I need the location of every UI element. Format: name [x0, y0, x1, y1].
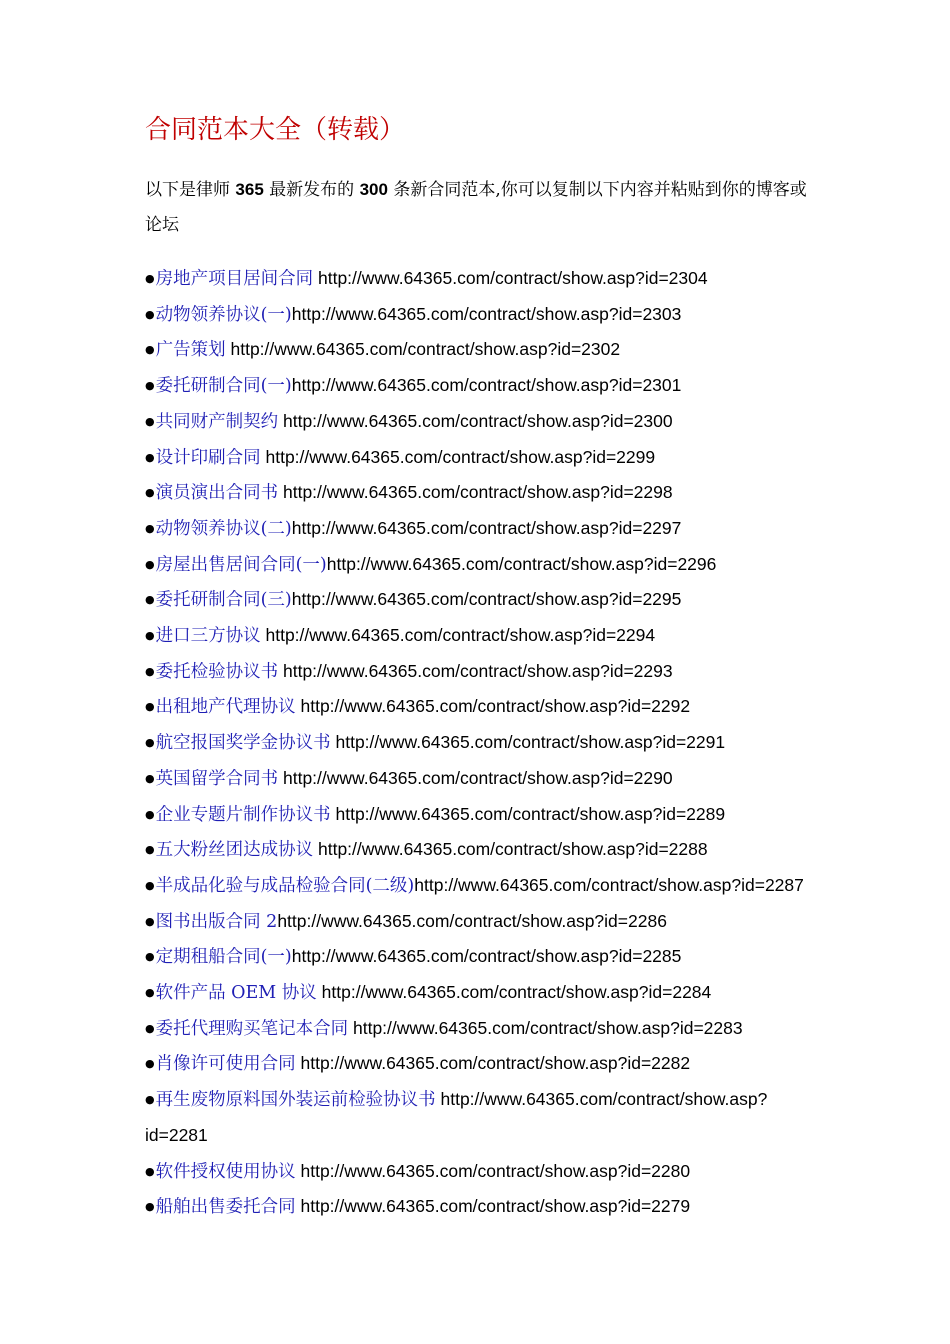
contract-list-item — [145, 832, 825, 868]
contract-url[interactable]: http://www.64365.com/contract/show.asp?id=2292 — [300, 696, 691, 717]
contract-list-item — [145, 368, 825, 404]
contract-list-item — [145, 761, 825, 797]
contract-list-item — [145, 1046, 825, 1082]
contract-url[interactable]: http://www.64365.com/contract/show.asp?id=2282 — [300, 1053, 691, 1074]
bullet-icon: ● — [145, 379, 155, 393]
bullet-icon: ● — [145, 664, 155, 678]
contract-name-link[interactable]: 动物领养协议(二) — [155, 518, 292, 539]
intro-text-1: 以下是律师 — [145, 180, 236, 200]
document-page — [145, 110, 825, 1225]
bullet-icon: ● — [145, 807, 155, 821]
bullet-icon: ● — [145, 878, 155, 892]
contract-url[interactable]: http://www.64365.com/contract/show.asp?id=2299 — [265, 446, 656, 467]
contract-name-link[interactable]: 广告策划 — [155, 340, 226, 361]
contract-list-item — [145, 404, 825, 440]
bullet-icon: ● — [145, 771, 155, 785]
contract-name-link[interactable]: 英国留学合同书 — [155, 768, 279, 789]
contract-name-link[interactable]: 再生废物原料国外装运前检验协议书 — [155, 1090, 436, 1111]
contract-url[interactable]: http://www.64365.com/contract/show.asp?id=2298 — [282, 482, 673, 503]
intro-text-2: 最新发布的 — [263, 180, 360, 200]
contract-list-item — [145, 582, 825, 618]
bullet-icon: ● — [145, 1057, 155, 1071]
contract-list-item — [145, 797, 825, 833]
contract-name-link[interactable]: 船舶出售委托合同 — [155, 1197, 296, 1218]
bullet-icon: ● — [145, 700, 155, 714]
contract-url[interactable]: http://www.64365.com/contract/show.asp?id=2279 — [300, 1196, 691, 1217]
page-title: 合同范本大全（转载） — [145, 115, 406, 145]
contract-url[interactable]: http://www.64365.com/contract/show.asp?id=2295 — [291, 589, 682, 610]
contract-url[interactable]: http://www.64365.com/contract/show.asp?id=2304 — [317, 268, 708, 288]
bullet-icon: ● — [145, 450, 155, 464]
contract-name-link[interactable]: 进口三方协议 — [155, 626, 261, 647]
contract-url[interactable]: http://www.64365.com/contract/show.asp?id=2296 — [326, 553, 717, 574]
contract-list-item — [145, 904, 825, 940]
contract-name-link[interactable]: 委托研制合同(一) — [155, 376, 292, 397]
contract-list-item — [145, 1189, 825, 1225]
bullet-icon: ● — [145, 986, 155, 1000]
bullet-icon: ● — [145, 914, 155, 928]
bullet-icon: ● — [145, 521, 155, 535]
contract-name-link[interactable]: 出租地产代理协议 — [155, 697, 296, 718]
contract-url[interactable]: http://www.64365.com/contract/show.asp?id=2291 — [335, 732, 726, 753]
bullet-icon: ● — [145, 1164, 155, 1178]
contract-url[interactable]: http://www.64365.com/contract/show.asp?id=2280 — [300, 1160, 691, 1181]
contract-name-link[interactable]: 演员演出合同书 — [155, 483, 279, 504]
contract-url[interactable]: http://www.64365.com/contract/show.asp?id=2294 — [265, 625, 656, 646]
intro-number-300: 300 — [359, 180, 388, 199]
contract-list-item — [145, 975, 825, 1011]
contract-list-item — [145, 1011, 825, 1047]
contract-name-link[interactable]: 企业专题片制作协议书 — [155, 804, 331, 825]
contract-name-link[interactable]: 设计印刷合同 — [155, 447, 261, 468]
intro-paragraph — [145, 172, 817, 243]
bullet-icon: ● — [145, 843, 155, 857]
contract-list-item — [145, 939, 825, 975]
contract-list-item — [145, 547, 825, 583]
contract-url[interactable]: http://www.64365.com/contract/show.asp?id=2300 — [282, 410, 673, 431]
contract-list-item — [145, 618, 825, 654]
contract-name-link[interactable]: 软件授权使用协议 — [155, 1161, 296, 1182]
contract-name-link[interactable]: 肖像许可使用合同 — [155, 1054, 296, 1075]
contract-list-item — [145, 1154, 825, 1190]
bullet-icon: ● — [145, 1093, 155, 1107]
contract-list-item — [145, 297, 825, 333]
bullet-icon: ● — [145, 343, 155, 357]
bullet-icon: ● — [145, 414, 155, 428]
contract-list-item — [145, 332, 825, 368]
contract-url[interactable]: http://www.64365.com/contract/show.asp?id=2293 — [282, 660, 673, 681]
contract-list-item — [145, 689, 825, 725]
contract-name-link[interactable]: 软件产品 OEM 协议 — [155, 983, 317, 1004]
contract-name-link[interactable]: 图书出版合同 2 — [155, 911, 278, 932]
bullet-icon: ● — [145, 1200, 155, 1214]
contract-list-item — [145, 475, 825, 511]
contract-name-link[interactable]: 委托研制合同(三) — [155, 590, 292, 611]
contract-name-link[interactable]: 共同财产制契约 — [155, 411, 279, 432]
contract-list-item — [145, 725, 825, 761]
contract-url[interactable]: http://www.64365.com/contract/show.asp?id=2303 — [291, 303, 682, 324]
contract-url[interactable]: http://www.64365.com/contract/show.asp?id=2297 — [291, 517, 682, 538]
bullet-icon: ● — [145, 307, 155, 321]
contract-url[interactable]: http://www.64365.com/contract/show.asp?id=2290 — [282, 767, 673, 788]
bullet-icon: ● — [145, 950, 155, 964]
contract-url[interactable]: http://www.64365.com/contract/show.asp?id=2284 — [321, 982, 712, 1003]
bullet-icon: ● — [145, 557, 155, 571]
bullet-icon: ● — [145, 486, 155, 500]
intro-number-365: 365 — [235, 180, 264, 199]
contract-list-item — [145, 654, 825, 690]
bullet-icon: ● — [145, 1021, 155, 1035]
contract-name-link[interactable]: 委托代理购买笔记本合同 — [155, 1018, 349, 1039]
bullet-icon: ● — [145, 736, 155, 750]
contract-list-item — [145, 261, 825, 297]
contract-name-link[interactable]: 半成品化验与成品检验合同(二级) — [155, 875, 415, 896]
intro-text-3: 条新合同范本,你可以复制以下内容并粘贴到你的博客或论坛 — [145, 180, 807, 235]
contract-name-link[interactable]: 定期租船合同(一) — [155, 947, 292, 968]
bullet-icon: ● — [145, 593, 155, 607]
contract-name-link[interactable]: 房地产项目居间合同 — [155, 269, 314, 289]
contract-url[interactable]: http://www.64365.com/contract/show.asp?id=2301 — [291, 375, 682, 396]
bullet-icon: ● — [145, 629, 155, 643]
contract-list-item — [145, 440, 825, 476]
contract-name-link[interactable]: 房屋出售居间合同(一) — [155, 554, 327, 575]
contract-url[interactable]: http://www.64365.com/contract/show.asp?id=2289 — [335, 803, 726, 824]
contract-url[interactable]: http://www.64365.com/contract/show.asp?id=2281 — [145, 1089, 768, 1145]
contract-url[interactable]: http://www.64365.com/contract/show.asp?id=2283 — [352, 1017, 743, 1038]
contract-url[interactable]: http://www.64365.com/contract/show.asp?id=2288 — [317, 839, 708, 860]
contract-name-link[interactable]: 五大粉丝团达成协议 — [155, 840, 314, 861]
contract-name-link[interactable]: 航空报国奖学金协议书 — [155, 733, 331, 754]
contract-url[interactable]: http://www.64365.com/contract/show.asp?id=2302 — [230, 339, 621, 360]
contract-url[interactable]: http://www.64365.com/contract/show.asp?id=2285 — [291, 946, 682, 967]
bullet-icon: ● — [145, 272, 155, 285]
contract-list-item — [145, 868, 825, 904]
contract-list-item — [145, 511, 825, 547]
contract-name-link[interactable]: 委托检验协议书 — [155, 661, 279, 682]
contract-name-link[interactable]: 动物领养协议(一) — [155, 304, 292, 325]
contract-url[interactable]: http://www.64365.com/contract/show.asp?id=2287 — [414, 874, 804, 895]
contract-url[interactable]: http://www.64365.com/contract/show.asp?id=2286 — [277, 910, 667, 931]
contract-list-item — [145, 1082, 825, 1153]
contract-list — [145, 261, 825, 1225]
